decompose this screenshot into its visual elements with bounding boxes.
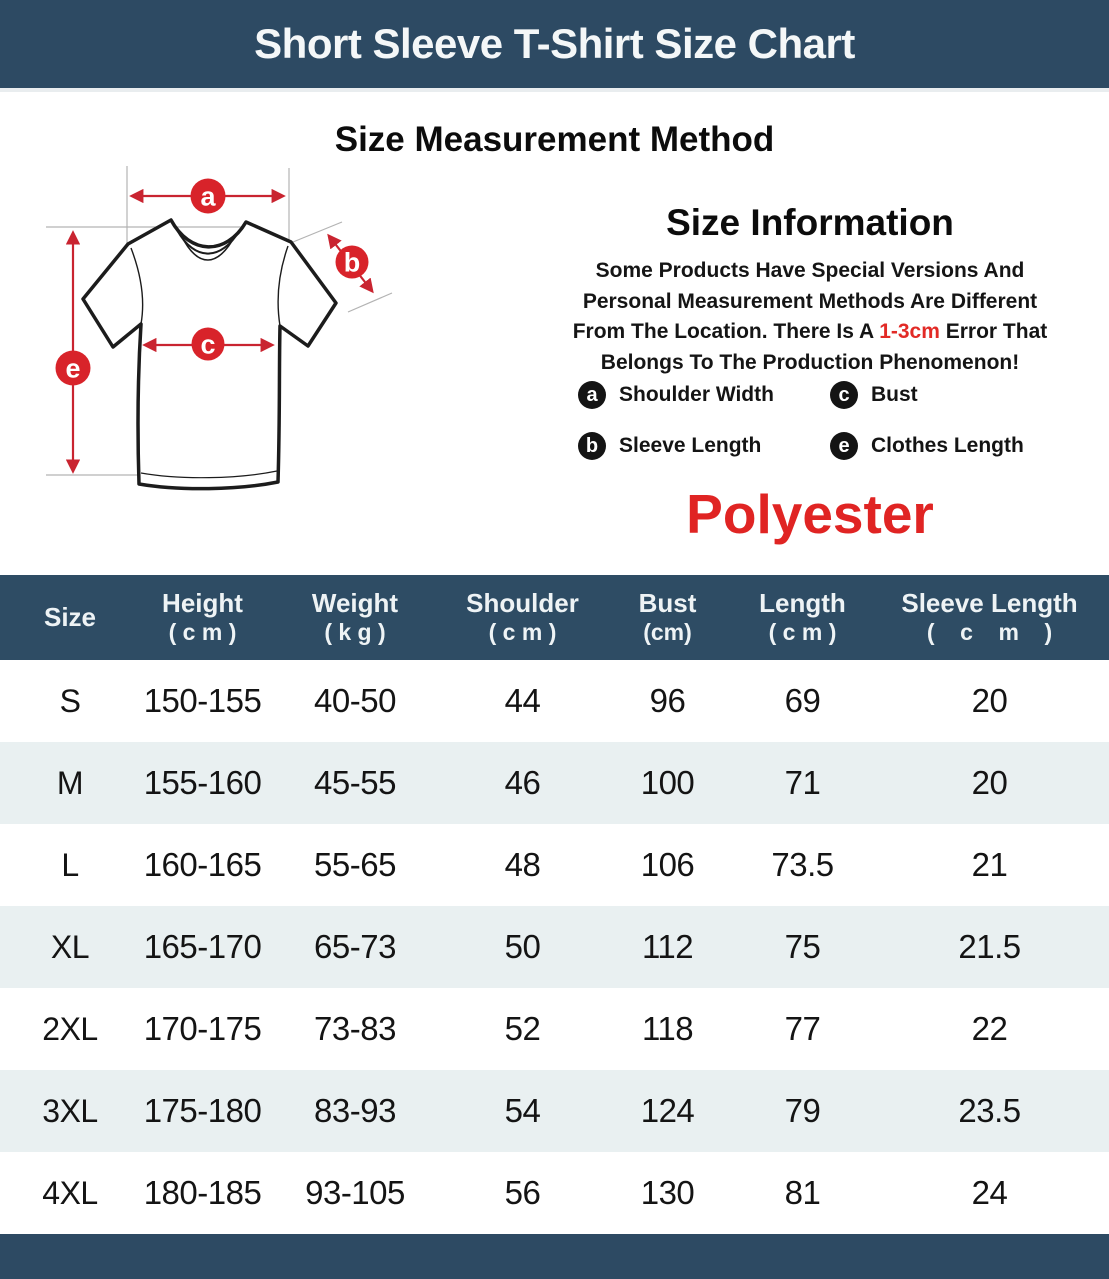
size-row-2xl (0, 988, 1109, 1070)
cell-height: 160-165 (143, 846, 262, 883)
legend-b-badge: b (578, 432, 606, 460)
title-bar (0, 0, 1109, 92)
size-row-m (0, 742, 1109, 824)
size-cell: L (61, 846, 79, 883)
cell-length: 71 (784, 764, 821, 801)
legend-a-badge: a (578, 381, 606, 409)
legend-e-badge: e (830, 432, 858, 460)
size-cell: XL (50, 928, 90, 965)
info-line-2: Personal Measurement Methods Are Different (582, 289, 1038, 313)
cell-height: 150-155 (143, 682, 262, 719)
cell-shoulder: 50 (504, 928, 541, 965)
column-header-length: Length ( c m ) (759, 588, 846, 646)
column-header-sleeve_length: Sleeve Length ( c m ) (901, 588, 1078, 646)
size-row-l (0, 824, 1109, 906)
svg-text:a: a (200, 181, 216, 212)
cell-bust: 130 (640, 1174, 695, 1211)
svg-text:e: e (65, 353, 81, 384)
page-title: Short Sleeve T-Shirt Size Chart (254, 20, 855, 67)
cell-bust: 118 (641, 1010, 694, 1047)
cell-length: 79 (784, 1092, 821, 1129)
cell-length: 75 (784, 928, 821, 965)
bust-marker (192, 328, 225, 361)
legend-a-label: Shoulder Width (619, 383, 774, 406)
table-body (0, 660, 1109, 1234)
cell-bust: 100 (640, 764, 695, 801)
cell-bust: 124 (640, 1092, 695, 1129)
size-cell: 2XL (42, 1010, 98, 1047)
cell-bust: 106 (640, 846, 695, 883)
size-row-4xl (0, 1152, 1109, 1234)
table-header-row (0, 575, 1109, 660)
size-cell: 4XL (42, 1174, 98, 1211)
cell-length: 73.5 (771, 846, 834, 883)
cell-height: 170-175 (143, 1010, 262, 1047)
size-row-3xl (0, 1070, 1109, 1152)
cell-length: 81 (784, 1174, 821, 1211)
legend-c-badge: c (830, 381, 858, 409)
cell-bust: 112 (641, 928, 694, 965)
cell-weight: 45-55 (314, 764, 396, 801)
cell-height: 180-185 (143, 1174, 262, 1211)
cell-bust: 96 (649, 682, 686, 719)
cell-sleeve_length: 21 (971, 846, 1008, 883)
info-line-3-before: From The Location. There Is A (572, 320, 880, 343)
size-cell: S (59, 682, 81, 719)
cell-shoulder: 56 (504, 1174, 541, 1211)
cell-shoulder: 46 (504, 764, 541, 801)
cell-weight: 93-105 (305, 1174, 405, 1211)
size-cell: M (56, 764, 84, 801)
footer-bar (0, 1234, 1109, 1279)
column-header-bust: Bust (cm) (638, 588, 697, 646)
sleeve-length-marker (336, 246, 369, 279)
legend-item-sleeve-length (578, 432, 830, 460)
cell-weight: 55-65 (314, 846, 396, 883)
measurement-method-heading: Size Measurement Method (334, 120, 775, 159)
cell-shoulder: 52 (504, 1010, 541, 1047)
size-information-block (560, 202, 1060, 378)
svg-text:b: b (343, 247, 361, 278)
info-line-3 (560, 317, 1060, 348)
cell-shoulder: 54 (504, 1092, 541, 1129)
column-header-weight: Weight ( k g ) (311, 588, 399, 646)
cell-sleeve_length: 23.5 (958, 1092, 1021, 1129)
size-row-xl (0, 906, 1109, 988)
cell-height: 165-170 (143, 928, 262, 965)
column-header-shoulder: Shoulder ( c m ) (466, 588, 579, 646)
size-row-s (0, 660, 1109, 742)
measurement-legend (578, 381, 1060, 460)
legend-item-shoulder-width (578, 381, 830, 409)
cell-weight: 40-50 (314, 682, 396, 719)
cell-length: 77 (784, 1010, 821, 1047)
size-information-heading: Size Information (666, 202, 954, 243)
legend-b-label: Sleeve Length (619, 434, 762, 457)
cell-sleeve_length: 22 (971, 1010, 1008, 1047)
column-header-size: Size (43, 601, 97, 632)
legend-item-bust (830, 381, 1060, 409)
cell-height: 175-180 (143, 1092, 262, 1129)
legend-item-clothes-length (830, 432, 1060, 460)
cell-sleeve_length: 20 (971, 682, 1008, 719)
info-line-4: Belongs To The Production Phenomenon! (600, 350, 1020, 374)
legend-c-label: Bust (871, 383, 918, 406)
cell-height: 155-160 (143, 764, 262, 801)
svg-text:c: c (200, 329, 216, 360)
cell-sleeve_length: 20 (971, 764, 1008, 801)
cell-sleeve_length: 24 (971, 1174, 1008, 1211)
clothes-length-marker (56, 351, 91, 386)
material-label: Polyester (686, 483, 934, 545)
cell-shoulder: 44 (504, 682, 541, 719)
column-header-height: Height ( c m ) (162, 588, 243, 646)
cell-weight: 73-83 (314, 1010, 396, 1047)
cell-weight: 83-93 (314, 1092, 396, 1129)
info-line-1: Some Products Have Special Versions And (595, 259, 1025, 282)
cell-length: 69 (784, 682, 821, 719)
cell-sleeve_length: 21.5 (958, 928, 1021, 965)
cell-shoulder: 48 (504, 846, 541, 883)
legend-e-label: Clothes Length (871, 434, 1024, 457)
info-line-3-after: Error That (939, 320, 1048, 343)
tshirt-measurement-diagram (40, 162, 440, 512)
error-range-highlight: 1-3cm (879, 320, 940, 343)
size-cell: 3XL (42, 1092, 98, 1129)
size-table (0, 575, 1109, 1234)
size-information-text (560, 256, 1060, 378)
cell-weight: 65-73 (314, 928, 396, 965)
shoulder-width-marker (191, 179, 226, 214)
